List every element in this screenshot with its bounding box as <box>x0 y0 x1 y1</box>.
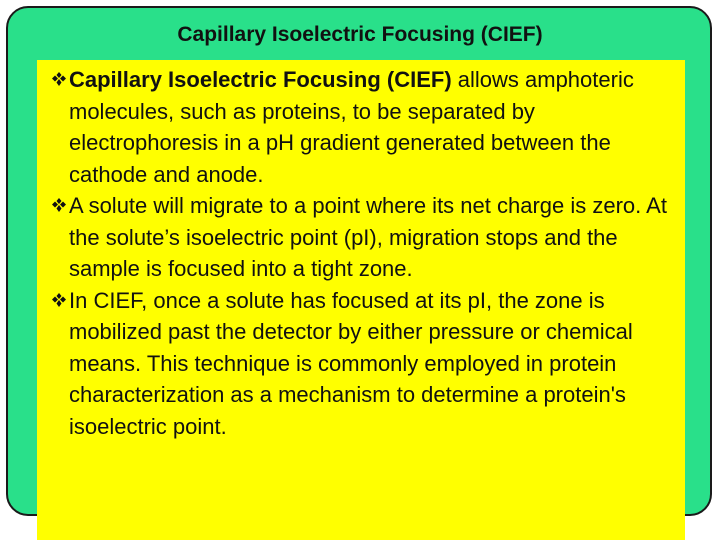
bullet-item-3 <box>51 285 685 443</box>
bullet-item-2 <box>51 190 685 285</box>
bullet-lead-1: Capillary Isoelectric Focusing (CIEF) <box>69 67 452 92</box>
bullet-text-1 <box>69 64 685 190</box>
four-diamond-bullet-icon <box>51 197 67 213</box>
bullet-body-3: In CIEF, once a solute has focused at its pI, the zone is mobilized past the detector by either pressure or chemical means. This technique is commonly employed in protein characterization as a mechanism to determine a protein's isoelectric point. <box>69 287 633 439</box>
bullet-body-1: allows amphoteric molecules, such as proteins, to be separated by electrophoresis in a pH gradient generated between the cathode and anode. <box>69 67 634 187</box>
four-diamond-bullet-icon <box>51 71 67 87</box>
bullet-body-2: A solute will migrate to a point where its net charge is zero. At the solute’s isoelectric point (pI), migration stops and the sample is focused into a tight zone. <box>69 193 667 281</box>
content-box <box>37 60 685 540</box>
slide-title: Capillary Isoelectric Focusing (CIEF) <box>177 23 543 46</box>
four-diamond-bullet-icon <box>51 292 67 308</box>
bullet-item-1 <box>51 64 685 190</box>
